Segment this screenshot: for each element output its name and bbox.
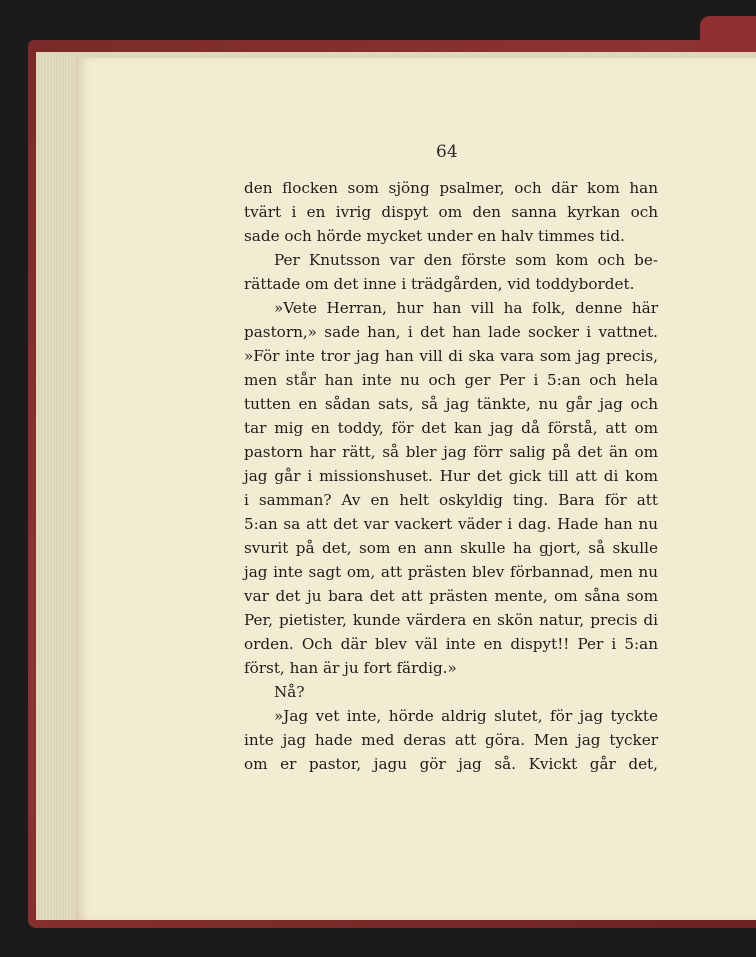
text-line: Per Knutsson var den förste som kom och be- [274, 251, 658, 269]
text-line: jag går i missionshuset. Hur det gick till att di kom [244, 467, 658, 485]
text-line: pastorn,» sade han, i det han lade socker i vattnet. [244, 323, 658, 341]
page-number: 64 [436, 142, 458, 162]
text-line: 5:an sa att det var vackert väder i dag. Hade han nu [244, 515, 658, 533]
text-line: i samman? Av en helt oskyldig ting. Bara för att [244, 491, 658, 509]
text-line: var det ju bara det att prästen mente, om såna som [244, 587, 658, 605]
book-cover-corner [700, 16, 756, 56]
text-line: jag inte sagt om, att prästen blev förbannad, men nu [244, 563, 658, 581]
text-line: Per, pietister, kunde värdera en skön natur, precis di [244, 611, 658, 629]
body-text [244, 176, 658, 776]
text-line: först, han är ju fort färdig.» [244, 659, 457, 677]
text-line: rättade om det inne i trädgården, vid toddybordet. [244, 275, 635, 293]
text-line: tutten en sådan sats, så jag tänkte, nu går jag och [244, 395, 658, 413]
text-line: Nå? [274, 683, 305, 701]
text-line: »Jag vet inte, hörde aldrig slutet, för jag tyckte [274, 707, 658, 725]
text-line: tar mig en toddy, för det kan jag då förstå, att om [244, 419, 658, 437]
text-line: »Vete Herran, hur han vill ha folk, denne här [274, 299, 658, 317]
text-line: pastorn har rätt, så bler jag förr salig på det än om [244, 443, 658, 461]
text-line: sade och hörde mycket under en halv timmes tid. [244, 227, 625, 245]
text-line: tvärt i en ivrig dispyt om den sanna kyrkan och [244, 203, 658, 221]
text-line: »För inte tror jag han vill di ska vara som jag precis, [244, 347, 658, 365]
text-line: men står han inte nu och ger Per i 5:an och hela [244, 371, 658, 389]
text-line: orden. Och där blev väl inte en dispyt!! Per i 5:an [244, 635, 658, 653]
text-line: svurit på det, som en ann skulle ha gjort, så skulle [244, 539, 658, 557]
text-line: inte jag hade med deras att göra. Men jag tycker [244, 731, 658, 749]
text-line: den flocken som sjöng psalmer, och där kom han [244, 179, 658, 197]
text-line: om er pastor, jagu gör jag så. Kvickt går det, [244, 755, 658, 773]
